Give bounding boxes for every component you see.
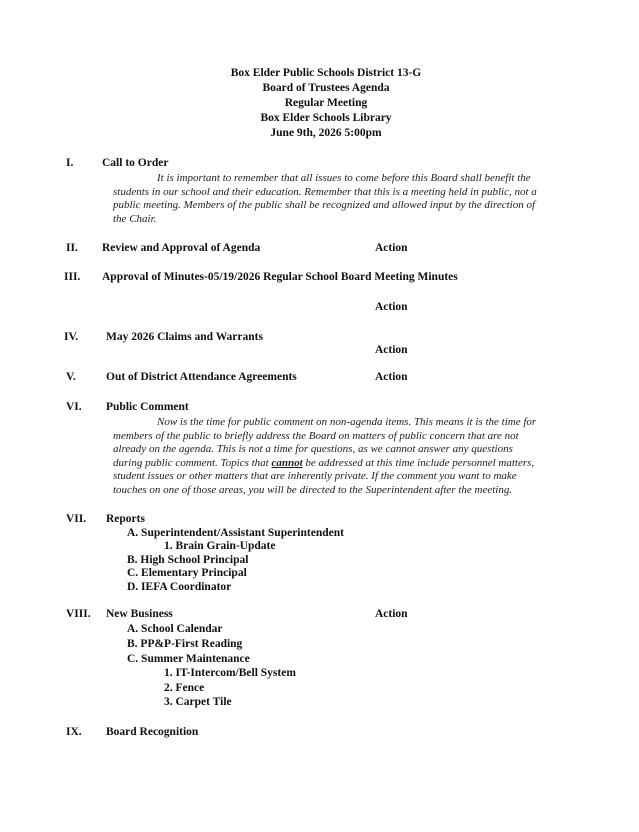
item-number-4: IV. xyxy=(64,331,79,343)
district-name: Box Elder Public Schools District 13-G xyxy=(230,67,422,79)
item-number-3: III. xyxy=(64,271,81,283)
item-number-5: V. xyxy=(66,371,76,383)
item-title-public-comment: Public Comment xyxy=(106,401,189,413)
item-title-call-to-order: Call to Order xyxy=(102,157,169,169)
call-to-order-line-4: the Chair. xyxy=(113,212,157,225)
report-brain-grain: 1. Brain Grain-Update xyxy=(164,540,276,552)
action-label-2: Action xyxy=(375,242,408,254)
item-title-attendance-agreements: Out of District Attendance Agreements xyxy=(106,371,297,383)
public-comment-line-5: student issues or other matters that are inherently private. If the comment you want to make xyxy=(113,470,517,482)
maintenance-intercom: 1. IT-Intercom/Bell System xyxy=(164,667,296,679)
item-number-1: I. xyxy=(66,157,74,169)
item-title-reports: Reports xyxy=(106,513,145,525)
call-to-order-line-3: public meeting. Members of the public shall be recognized and allowed input by the direction of xyxy=(113,199,535,211)
new-business-school-calendar: A. School Calendar xyxy=(127,623,223,635)
report-iefa: D. IEFA Coordinator xyxy=(127,581,232,593)
item-number-9: IX. xyxy=(66,726,82,738)
public-comment-line-4-end: be addressed at this time include personnel matters, xyxy=(302,456,535,469)
call-to-order-line-2: students in our school and their education. Remember that this is a meeting held in public, not a xyxy=(113,185,537,198)
call-to-order-line-1: It is important to remember that all issues to come before this Board shall benefit the xyxy=(157,172,531,184)
item-title-new-business: New Business xyxy=(106,608,173,620)
item-number-7: VII. xyxy=(66,513,87,525)
cannot-emphasis: cannot xyxy=(271,456,303,469)
report-elementary: C. Elementary Principal xyxy=(127,567,247,579)
item-title-review-agenda: Review and Approval of Agenda xyxy=(102,242,261,254)
public-comment-line-4 xyxy=(113,457,534,471)
report-high-school: B. High School Principal xyxy=(127,554,249,566)
maintenance-carpet: 3. Carpet Tile xyxy=(164,696,232,708)
board-agenda-title: Board of Trustees Agenda xyxy=(262,82,390,94)
new-business-ppp: B. PP&P-First Reading xyxy=(127,638,243,650)
report-superintendent: A. Superintendent/Assistant Superintendent xyxy=(127,527,344,539)
item-number-2: II. xyxy=(66,242,78,254)
item-title-claims-warrants: May 2026 Claims and Warrants xyxy=(106,331,263,343)
public-comment-line-6: touches on one of those areas, you will be directed to the Superintendent after the meeting. xyxy=(113,483,513,496)
action-label-3: Action xyxy=(375,301,408,313)
item-number-6: VI. xyxy=(66,401,82,413)
action-label-5: Action xyxy=(375,371,408,383)
meeting-location: Box Elder Schools Library xyxy=(260,112,392,124)
meeting-date: June 9th, 2026 5:00pm xyxy=(270,127,382,139)
new-business-summer-maintenance: C. Summer Maintenance xyxy=(127,653,250,665)
item-number-8: VIII. xyxy=(66,608,91,620)
item-title-board-recognition: Board Recognition xyxy=(106,726,199,738)
public-comment-line-1: Now is the time for public comment on non-agenda items. This means it is the time for xyxy=(157,416,537,428)
maintenance-fence: 2. Fence xyxy=(164,682,205,694)
action-label-4: Action xyxy=(375,344,408,356)
action-label-8: Action xyxy=(375,608,408,620)
meeting-type: Regular Meeting xyxy=(284,97,368,109)
public-comment-line-2: members of the public to briefly address the Board on matters of public concern that are not xyxy=(113,429,519,442)
public-comment-line-4-start: during public comment. Topics that xyxy=(113,456,272,469)
item-title-approval-minutes: Approval of Minutes-05/19/2026 Regular School Board Meeting Minutes xyxy=(102,271,458,283)
public-comment-line-3: already on the agenda. This is not a time for questions, as we cannot answer any questions xyxy=(113,443,513,455)
